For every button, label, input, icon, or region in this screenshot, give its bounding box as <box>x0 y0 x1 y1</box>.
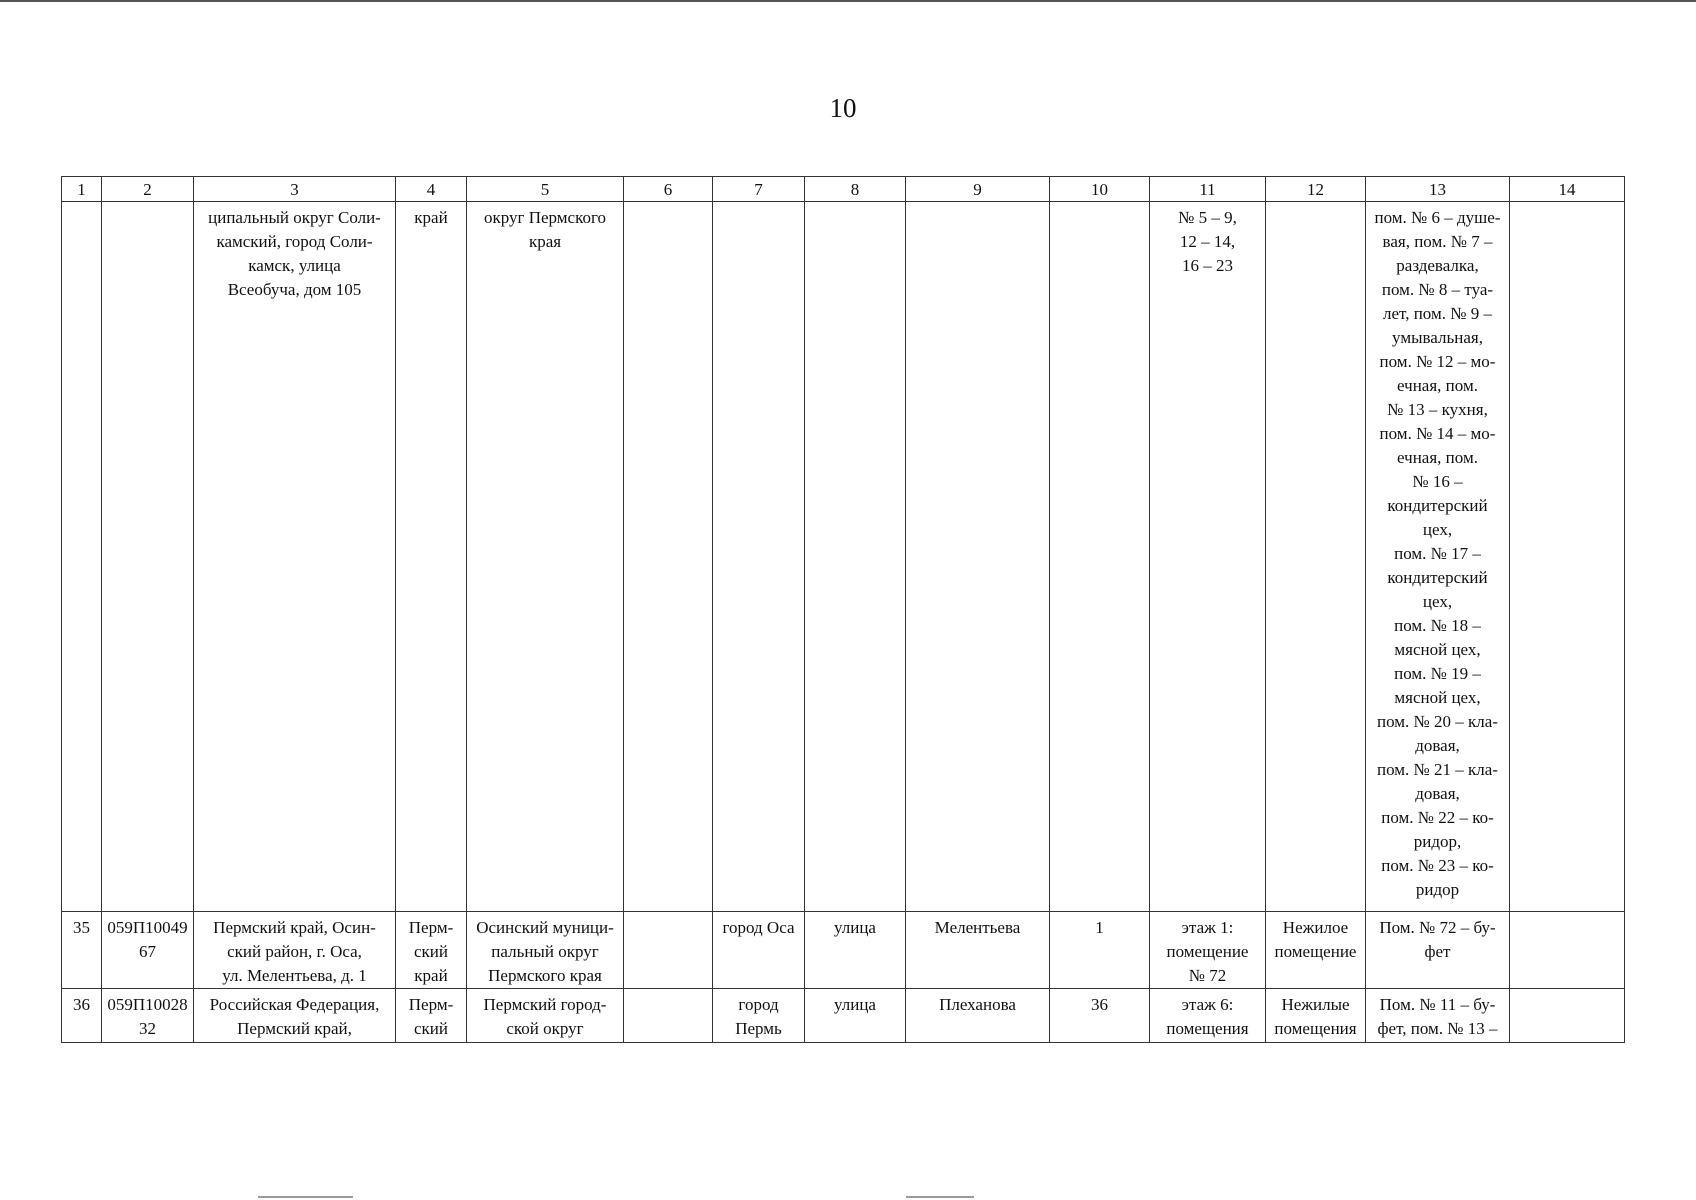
table-cell <box>1510 202 1625 912</box>
column-header: 2 <box>102 177 194 202</box>
table-cell: пом. № 6 – душе- вая, пом. № 7 – раздевалка, пом. № 8 – туа- лет, пом. № 9 – умывальная, пом. № 12 – мо- ечная, пом. № 13 – кухня, пом. № 14 – мо- ечная, пом. № 16 – кондитерский цех, пом. № 17 – кондитерский цех, пом. № 18 – мясной цех, пом. № 19 – мясной цех, пом. № 20 – кла- довая, пом. № 21 – кла- довая, пом. № 22 – ко- ридор, пом. № 23 – ко- ридор <box>1366 202 1510 912</box>
table-cell <box>713 202 805 912</box>
table-cell <box>1266 202 1366 912</box>
table-cell: 059П10049 67 <box>102 912 194 989</box>
table-cell: Мелентьева <box>906 912 1050 989</box>
table-cell: Пом. № 72 – бу- фет <box>1366 912 1510 989</box>
table-row-36 <box>62 989 1625 1043</box>
column-header: 1 <box>62 177 102 202</box>
table-cell: улица <box>805 912 906 989</box>
table-cell <box>624 989 713 1043</box>
column-header: 5 <box>467 177 624 202</box>
table-cell: город Пермь <box>713 989 805 1043</box>
table-cell <box>1510 912 1625 989</box>
table-cell: край <box>396 202 467 912</box>
table-cell <box>102 202 194 912</box>
table-cell: Российская Федерация, Пермский край, <box>194 989 396 1043</box>
table-cell <box>62 202 102 912</box>
table-cell <box>1510 989 1625 1043</box>
table-cell <box>624 202 713 912</box>
table-cell: Пермский город- ской округ <box>467 989 624 1043</box>
scan-artifact <box>258 1196 353 1198</box>
table-cell: ципальный округ Соли- камский, город Соли- камск, улица Всеобуча, дом 105 <box>194 202 396 912</box>
column-header: 8 <box>805 177 906 202</box>
table-cell: 1 <box>1050 912 1150 989</box>
page-top-edge <box>0 0 1696 2</box>
column-header: 10 <box>1050 177 1150 202</box>
table-cell: 35 <box>62 912 102 989</box>
table-cell: улица <box>805 989 906 1043</box>
table-cell: Осинский муници- пальный округ Пермского края <box>467 912 624 989</box>
table-cell: Пермский край, Осин- ский район, г. Оса, ул. Мелентьева, д. 1 <box>194 912 396 989</box>
table-row-35 <box>62 912 1625 989</box>
page-number: 10 <box>829 93 857 123</box>
column-header: 14 <box>1510 177 1625 202</box>
table-cell <box>1050 202 1150 912</box>
column-header: 4 <box>396 177 467 202</box>
table-cell: этаж 6: помещения <box>1150 989 1266 1043</box>
column-header: 6 <box>624 177 713 202</box>
table-cell: Пом. № 11 – бу- фет, пом. № 13 – <box>1366 989 1510 1043</box>
table-cell: город Оса <box>713 912 805 989</box>
table-cell <box>906 202 1050 912</box>
column-header: 3 <box>194 177 396 202</box>
column-header: 9 <box>906 177 1050 202</box>
table-cell: 36 <box>62 989 102 1043</box>
table-header-row <box>62 177 1625 202</box>
column-header: 13 <box>1366 177 1510 202</box>
table-cell <box>624 912 713 989</box>
table-cell: Перм- ский край <box>396 912 467 989</box>
register-table <box>61 176 1625 1043</box>
column-header: 12 <box>1266 177 1366 202</box>
table-cell: Нежилые помещения <box>1266 989 1366 1043</box>
column-header: 7 <box>713 177 805 202</box>
table-cell: Плеханова <box>906 989 1050 1043</box>
table-cell: Нежилое помещение <box>1266 912 1366 989</box>
table-cell: Перм- ский <box>396 989 467 1043</box>
column-header: 11 <box>1150 177 1266 202</box>
table-cell: округ Пермского края <box>467 202 624 912</box>
table-cell: 059П10028 32 <box>102 989 194 1043</box>
table-cell: № 5 – 9, 12 – 14, 16 – 23 <box>1150 202 1266 912</box>
table-cell <box>805 202 906 912</box>
table-cell: этаж 1: помещение № 72 <box>1150 912 1266 989</box>
table-row-continuation <box>62 202 1625 912</box>
table-cell: 36 <box>1050 989 1150 1043</box>
scan-artifact <box>906 1196 974 1198</box>
